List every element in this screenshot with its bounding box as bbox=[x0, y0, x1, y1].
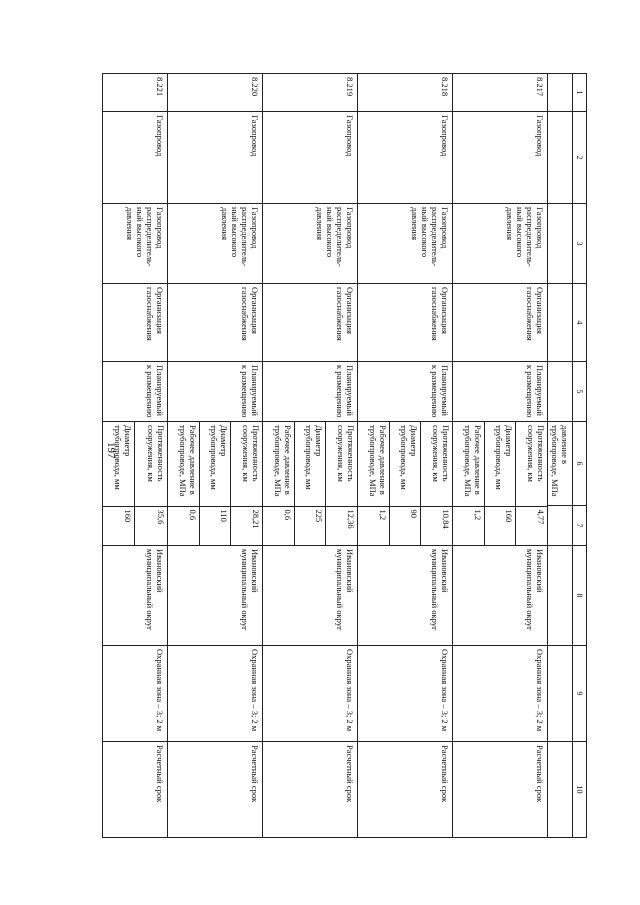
object-location: Ивановский муниципальный округ bbox=[358, 546, 453, 646]
param-label: Протяженность сооружения, км bbox=[231, 422, 262, 506]
object-type: Газопровод bbox=[168, 112, 263, 204]
param-value: 110 bbox=[199, 506, 231, 546]
rotated-table-container bbox=[110, 73, 587, 837]
param-label: Диаметр трубопровода, мм bbox=[389, 422, 421, 506]
infrastructure-table bbox=[102, 73, 587, 838]
param-value: 160 bbox=[484, 506, 516, 546]
param-label: Протяженность сооружения, км bbox=[421, 422, 452, 506]
implementation-term: Расчетный срок bbox=[263, 742, 358, 838]
object-name: Газопровод распределитель-ный высокого давления bbox=[263, 204, 358, 284]
object-type: Газопровод bbox=[103, 112, 168, 204]
params-table bbox=[358, 422, 452, 546]
table-cell bbox=[548, 742, 573, 838]
table-cell bbox=[548, 284, 573, 362]
protection-zone: Охранная зона – 3; 2 м bbox=[358, 646, 453, 742]
param-label: Рабочее давление в трубопроводе, МПа bbox=[453, 422, 484, 506]
param-label-cell: давление в трубопроводе, МПа bbox=[548, 422, 573, 506]
param-label: Протяженность сооружения, км bbox=[326, 422, 357, 506]
implementation-term: Расчетный срок bbox=[453, 742, 548, 838]
param-value: 10,84 bbox=[421, 506, 452, 546]
param-value: 90 bbox=[389, 506, 421, 546]
table-cell bbox=[548, 546, 573, 646]
page-number: 197 bbox=[105, 442, 117, 459]
table-row bbox=[263, 74, 358, 838]
object-status: Планируемый к размещению bbox=[168, 362, 263, 422]
header-cell: 6 bbox=[573, 422, 587, 506]
table-cell bbox=[548, 74, 573, 112]
params-table bbox=[168, 422, 262, 546]
table-cell bbox=[548, 112, 573, 204]
table-row bbox=[358, 74, 453, 838]
header-cell: 9 bbox=[573, 646, 587, 742]
row-id: 8.218 bbox=[358, 74, 453, 112]
param-label: Протяженность сооружения, км bbox=[516, 422, 547, 506]
protection-zone: Охранная зона – 3; 2 м bbox=[168, 646, 263, 742]
params-cell bbox=[358, 422, 453, 546]
row-id: 8.221 bbox=[103, 74, 168, 112]
param-label: Рабочее давление в трубопроводе, МПа bbox=[168, 422, 199, 506]
param-value: 225 bbox=[294, 506, 326, 546]
param-label: Диаметр трубопровода, мм bbox=[484, 422, 516, 506]
params-cell bbox=[263, 422, 358, 546]
object-name: Газопровод распределитель-ный высокого давления bbox=[358, 204, 453, 284]
table-row bbox=[103, 74, 168, 838]
param-value: 28,21 bbox=[231, 506, 262, 546]
object-type: Газопровод bbox=[453, 112, 548, 204]
object-purpose: Организация газоснабжения bbox=[263, 284, 358, 362]
object-purpose: Организация газоснабжения bbox=[453, 284, 548, 362]
object-location: Ивановский муниципальный округ bbox=[263, 546, 358, 646]
header-cell: 4 bbox=[573, 284, 587, 362]
param-value: 0,6 bbox=[282, 509, 293, 521]
object-type: Газопровод bbox=[358, 112, 453, 204]
param-label: Диаметр трубопровода, мм bbox=[294, 422, 326, 506]
header-cell: 5 bbox=[573, 362, 587, 422]
param-label: Рабочее давление в трубопроводе, МПа bbox=[263, 422, 294, 506]
table-row bbox=[168, 74, 263, 838]
table-cell bbox=[548, 506, 573, 546]
header-cell: 10 bbox=[573, 742, 587, 838]
header-cell: 8 bbox=[573, 546, 587, 646]
object-name: Газопровод распределитель-ный высокого давления bbox=[453, 204, 548, 284]
object-name: Газопровод распределитель-ный высокого давления bbox=[103, 204, 168, 284]
param-label: Диаметр трубопровода, мм bbox=[199, 422, 231, 506]
params-cell bbox=[168, 422, 263, 546]
implementation-term: Расчетный срок bbox=[358, 742, 453, 838]
protection-zone: Охранная зона – 3; 2 м bbox=[263, 646, 358, 742]
table-row bbox=[453, 74, 548, 838]
implementation-term: Расчетный срок bbox=[168, 742, 263, 838]
object-purpose: Организация газоснабжения bbox=[168, 284, 263, 362]
param-label: Протяженность сооружения, км bbox=[135, 422, 167, 506]
object-status: Планируемый к размещению bbox=[263, 362, 358, 422]
param-label: Диаметр трубопровода, мм bbox=[103, 422, 135, 506]
continuation-row bbox=[548, 74, 573, 838]
implementation-term: Расчетный срок bbox=[103, 742, 168, 838]
object-purpose: Организация газоснабжения bbox=[358, 284, 453, 362]
row-id: 8.220 bbox=[168, 74, 263, 112]
object-location: Ивановский муниципальный округ bbox=[168, 546, 263, 646]
protection-zone: Охранная зона – 3; 2 м bbox=[103, 646, 168, 742]
param-value: 35,6 bbox=[135, 506, 167, 546]
object-status: Планируемый к размещению bbox=[103, 362, 168, 422]
table-cell bbox=[548, 646, 573, 742]
object-purpose: Организация газоснабжения bbox=[103, 284, 168, 362]
param-value: 160 bbox=[123, 509, 134, 523]
row-id: 8.219 bbox=[263, 74, 358, 112]
object-status: Планируемый к размещению bbox=[358, 362, 453, 422]
param-label: Рабочее давление в трубопроводе, МПа bbox=[358, 422, 389, 506]
params-table bbox=[103, 422, 167, 546]
header-cell: 1 bbox=[573, 74, 587, 112]
object-name: Газопровод распределитель-ный высокого давления bbox=[168, 204, 263, 284]
header-cell: 2 bbox=[573, 112, 587, 204]
params-cell bbox=[103, 422, 168, 546]
param-value: 0,6 bbox=[187, 509, 198, 521]
object-location: Ивановский муниципальный округ bbox=[453, 546, 548, 646]
row-id: 8.217 bbox=[453, 74, 548, 112]
param-value: 4,77 bbox=[516, 506, 547, 546]
table-cell bbox=[548, 362, 573, 422]
header-cell: 7 bbox=[573, 506, 587, 546]
param-value: 1,2 bbox=[377, 509, 388, 521]
object-status: Планируемый к размещению bbox=[453, 362, 548, 422]
table-cell bbox=[548, 204, 573, 284]
params-table bbox=[453, 422, 547, 546]
params-table bbox=[263, 422, 357, 546]
params-cell bbox=[453, 422, 548, 546]
object-location: Ивановский муниципальный округ bbox=[103, 546, 168, 646]
param-value: 12,36 bbox=[326, 506, 357, 546]
object-type: Газопровод bbox=[263, 112, 358, 204]
header-row bbox=[573, 74, 587, 838]
protection-zone: Охранная зона – 3; 2 м bbox=[453, 646, 548, 742]
param-value: 1,2 bbox=[472, 509, 483, 521]
header-cell: 3 bbox=[573, 204, 587, 284]
